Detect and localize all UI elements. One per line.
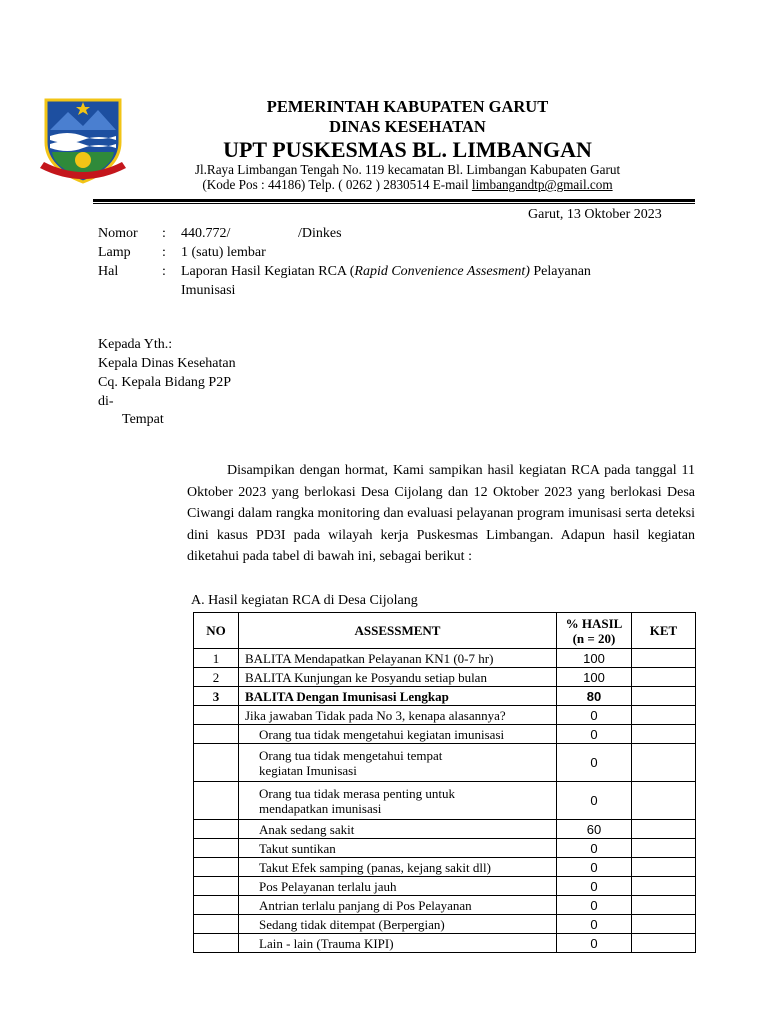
- row-assessment: Jika jawaban Tidak pada No 3, kenapa alasannya?: [239, 706, 557, 725]
- table-header-row: [194, 613, 696, 649]
- row-value: 0: [557, 706, 632, 725]
- row-ket: [632, 687, 696, 706]
- row-assessment: Sedang tidak ditempat (Berpergian): [239, 915, 557, 934]
- nomor-value: 440.772/: [181, 226, 231, 241]
- letterhead-rule-thin: [93, 203, 695, 204]
- row-assessment: Orang tua tidak merasa penting untuk mendapatkan imunisasi: [239, 782, 557, 820]
- recipient-cq: Cq. Kepala Bidang P2P: [98, 375, 231, 390]
- row-no: [194, 744, 239, 782]
- row-ket: [632, 782, 696, 820]
- table-row: [194, 687, 696, 706]
- lamp-colon: :: [162, 245, 166, 260]
- row-assessment: Orang tua tidak mengetahui tempat kegiatan Imunisasi: [239, 744, 557, 782]
- row-assessment: Lain - lain (Trauma KIPI): [239, 934, 557, 953]
- letterhead-address: Jl.Raya Limbangan Tengah No. 119 kecamatan Bl. Limbangan Kabupaten Garut: [194, 162, 621, 177]
- header-hasil: [557, 613, 632, 649]
- row-ket: [632, 744, 696, 782]
- letter-date: Garut, 13 Oktober 2023: [528, 207, 662, 222]
- header-hasil-line1: % HASIL: [565, 615, 623, 631]
- hal-text-italic: Rapid Convenience Assesment): [354, 264, 530, 279]
- row-ket: [632, 820, 696, 839]
- row-assessment: Pos Pelayanan terlalu jauh: [239, 877, 557, 896]
- row-no: [194, 725, 239, 744]
- row-assessment: BALITA Dengan Imunisasi Lengkap: [239, 687, 557, 706]
- row-ket: [632, 649, 696, 668]
- hal-value-line2: Imunisasi: [181, 283, 236, 298]
- row-value: 100: [557, 668, 632, 687]
- row-ket: [632, 668, 696, 687]
- row-value: 0: [557, 725, 632, 744]
- row-assessment: BALITA Mendapatkan Pelayanan KN1 (0-7 hr): [239, 649, 557, 668]
- row-value: 80: [557, 687, 632, 706]
- hal-text-b: Pelayanan: [529, 264, 591, 279]
- row-ket: [632, 725, 696, 744]
- row-value: 0: [557, 858, 632, 877]
- hal-text-a: Laporan Hasil Kegiatan RCA (: [181, 264, 355, 279]
- table-row: [194, 896, 696, 915]
- table-row: [194, 668, 696, 687]
- garut-regency-logo: [38, 90, 128, 188]
- row-no: [194, 896, 239, 915]
- row-assessment: Antrian terlalu panjang di Pos Pelayanan: [239, 896, 557, 915]
- row-no: [194, 858, 239, 877]
- lamp-value: 1 (satu) lembar: [181, 245, 266, 260]
- row-no: [194, 706, 239, 725]
- table-row: [194, 782, 696, 820]
- section-title: A. Hasil kegiatan RCA di Desa Cijolang: [191, 593, 418, 608]
- row-assessment: Takut Efek samping (panas, kejang sakit dll): [239, 858, 557, 877]
- header-no: NO: [194, 613, 239, 649]
- row-assessment: Takut suntikan: [239, 839, 557, 858]
- table-row: [194, 744, 696, 782]
- letterhead-contact: [140, 177, 675, 192]
- nomor-label: Nomor: [98, 226, 138, 241]
- letterhead-government: PEMERINTAH KABUPATEN GARUT: [266, 97, 549, 116]
- row-ket: [632, 839, 696, 858]
- header-ket: KET: [632, 613, 696, 649]
- table-row: [194, 706, 696, 725]
- row-ket: [632, 706, 696, 725]
- row-no: [194, 934, 239, 953]
- body-paragraph: [187, 460, 695, 568]
- lamp-label: Lamp: [98, 245, 131, 260]
- row-no: [194, 820, 239, 839]
- row-value: 0: [557, 934, 632, 953]
- row-value: 60: [557, 820, 632, 839]
- row-assessment: Orang tua tidak mengetahui kegiatan imunisasi: [239, 725, 557, 744]
- recipient-di: di-: [98, 394, 114, 409]
- body-paragraph-text: Disampikan dengan hormat, Kami sampikan hasil kegiatan RCA pada tanggal 11 Oktober 2023 yang berlokasi Desa Cijolang dan 12 Oktober 2023 yang berlokasi Desa Ciwangi dalam rangka monitoring dan evaluasi pelayanan program imunisasi serta deteksi dini kasus PD3I pada wilayah kerja Puskesmas Limbangan. Adapun hasil kegiatan diketahui pada tabel di bawah ini, sebagai berikut :: [187, 463, 695, 565]
- nomor-suffix: /Dinkes: [298, 226, 342, 241]
- hal-label: Hal: [98, 264, 119, 279]
- letterhead-office: UPT PUSKESMAS BL. LIMBANGAN: [223, 137, 592, 162]
- table-row: [194, 877, 696, 896]
- row-ket: [632, 934, 696, 953]
- row-value: 0: [557, 782, 632, 820]
- table-row: [194, 725, 696, 744]
- hal-value: [181, 263, 591, 281]
- row-value: 100: [557, 649, 632, 668]
- row-no: 1: [194, 649, 239, 668]
- row-ket: [632, 858, 696, 877]
- hal-colon: :: [162, 264, 166, 279]
- table-row: [194, 915, 696, 934]
- row-no: [194, 782, 239, 820]
- row-ket: [632, 915, 696, 934]
- row-no: [194, 915, 239, 934]
- letterhead-agency: DINAS KESEHATAN: [329, 117, 486, 136]
- row-ket: [632, 896, 696, 915]
- table-row: [194, 839, 696, 858]
- recipient-place: Tempat: [122, 412, 164, 427]
- table-row: [194, 934, 696, 953]
- row-no: 2: [194, 668, 239, 687]
- nomor-colon: :: [162, 226, 166, 241]
- header-hasil-line2: (n = 20): [572, 630, 616, 646]
- row-no: [194, 877, 239, 896]
- rca-results-table: [193, 612, 696, 953]
- row-assessment: Anak sedang sakit: [239, 820, 557, 839]
- table-row: [194, 820, 696, 839]
- row-ket: [632, 877, 696, 896]
- row-value: 0: [557, 839, 632, 858]
- row-assessment: BALITA Kunjungan ke Posyandu setiap bulan: [239, 668, 557, 687]
- row-no: 3: [194, 687, 239, 706]
- contact-info: (Kode Pos : 44186) Telp. ( 0262 ) 2830514 E-mail: [202, 177, 472, 192]
- table-row: [194, 858, 696, 877]
- letterhead-rule-thick: [93, 199, 695, 202]
- table-row: [194, 649, 696, 668]
- row-value: 0: [557, 896, 632, 915]
- row-value: 0: [557, 915, 632, 934]
- recipient-name: Kepala Dinas Kesehatan: [98, 356, 236, 371]
- row-no: [194, 839, 239, 858]
- row-value: 0: [557, 744, 632, 782]
- header-assessment: ASSESSMENT: [239, 613, 557, 649]
- email-link[interactable]: limbangandtp@gmail.com: [471, 177, 613, 192]
- row-value: 0: [557, 877, 632, 896]
- recipient-salutation: Kepada Yth.:: [98, 337, 173, 352]
